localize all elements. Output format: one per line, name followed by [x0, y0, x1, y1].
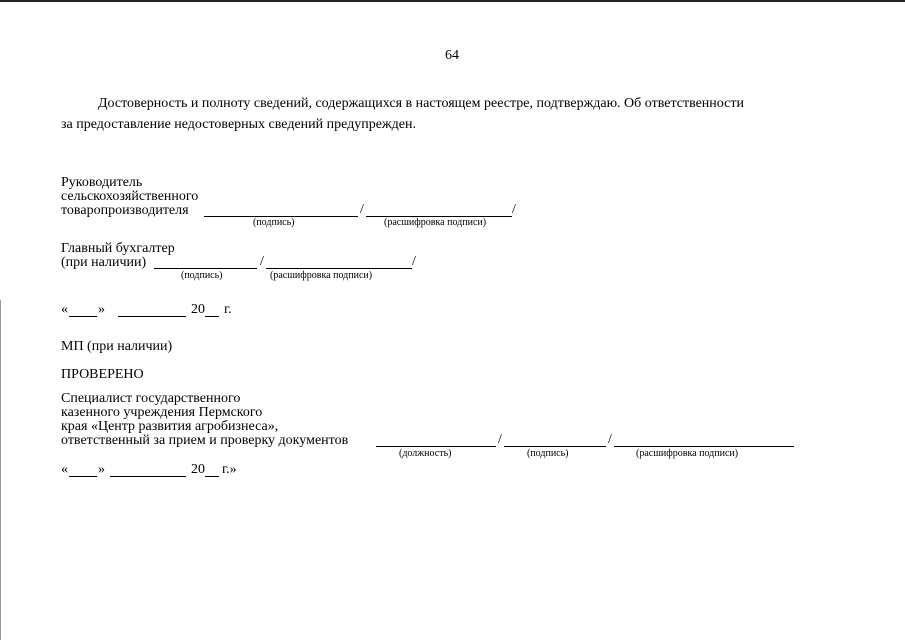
scan-edge-top — [0, 0, 905, 2]
statement-line-2: за предоставление недостоверных сведений предупрежден. — [61, 117, 416, 132]
date2-day-line[interactable] — [69, 476, 97, 477]
date2-year-suffix: г.» — [222, 462, 237, 477]
accountant-decoding-caption: (расшифровка подписи) — [270, 270, 373, 281]
specialist-label-line-2: казенного учреждения Пермского — [61, 405, 263, 420]
page-number: 64 — [445, 48, 459, 63]
scan-edge-left — [0, 300, 1, 640]
date2-month-line[interactable] — [110, 476, 186, 477]
specialist-position-caption: (должность) — [399, 448, 452, 459]
statement-paragraph — [61, 93, 845, 135]
checked-label: ПРОВЕРЕНО — [61, 367, 144, 382]
statement-line-1: Достоверность и полноту сведений, содержащихся в настоящем реестре, подтверждаю. Об ответственности — [98, 96, 744, 111]
specialist-separator-1: / — [498, 432, 502, 447]
date-year-suffix: г. — [224, 302, 232, 317]
date2-year-prefix: 20 — [191, 462, 205, 477]
head-separator: / — [360, 202, 364, 217]
accountant-signature-caption: (подпись) — [181, 270, 223, 281]
date-year-line[interactable] — [205, 316, 219, 317]
date2-open-quote: « — [61, 462, 68, 477]
date-open-quote: « — [61, 302, 68, 317]
head-separator-end: / — [512, 202, 516, 217]
specialist-separator-2: / — [608, 432, 612, 447]
head-label-line-1: Руководитель — [61, 175, 143, 190]
head-decoding-caption: (расшифровка подписи) — [384, 217, 487, 228]
date-day-line[interactable] — [69, 316, 97, 317]
accountant-label-line-1: Главный бухгалтер — [61, 241, 175, 256]
specialist-label-line-3: края «Центр развития агробизнеса», — [61, 419, 279, 434]
head-label-line-3: товаропроизводителя — [61, 203, 189, 218]
specialist-label-line-4: ответственный за прием и проверку документов — [61, 433, 349, 448]
specialist-signature-line[interactable] — [504, 446, 606, 447]
date2-year-line[interactable] — [205, 476, 219, 477]
accountant-separator: / — [260, 254, 264, 269]
accountant-signature-line[interactable] — [154, 268, 257, 269]
accountant-label-line-2: (при наличии) — [61, 255, 147, 270]
date-month-line[interactable] — [118, 316, 186, 317]
specialist-label-line-1: Специалист государственного — [61, 391, 241, 406]
date-close-quote: » — [98, 302, 105, 317]
specialist-decoding-line[interactable] — [614, 446, 794, 447]
accountant-decoding-line[interactable] — [266, 268, 412, 269]
accountant-separator-end: / — [412, 254, 416, 269]
date2-close-quote: » — [98, 462, 105, 477]
seal-label: МП (при наличии) — [61, 339, 173, 354]
specialist-signature-caption: (подпись) — [527, 448, 569, 459]
specialist-position-line[interactable] — [376, 446, 496, 447]
head-label-line-2: сельскохозяйственного — [61, 189, 199, 204]
date-year-prefix: 20 — [191, 302, 205, 317]
head-signature-caption: (подпись) — [253, 217, 295, 228]
specialist-decoding-caption: (расшифровка подписи) — [636, 448, 739, 459]
